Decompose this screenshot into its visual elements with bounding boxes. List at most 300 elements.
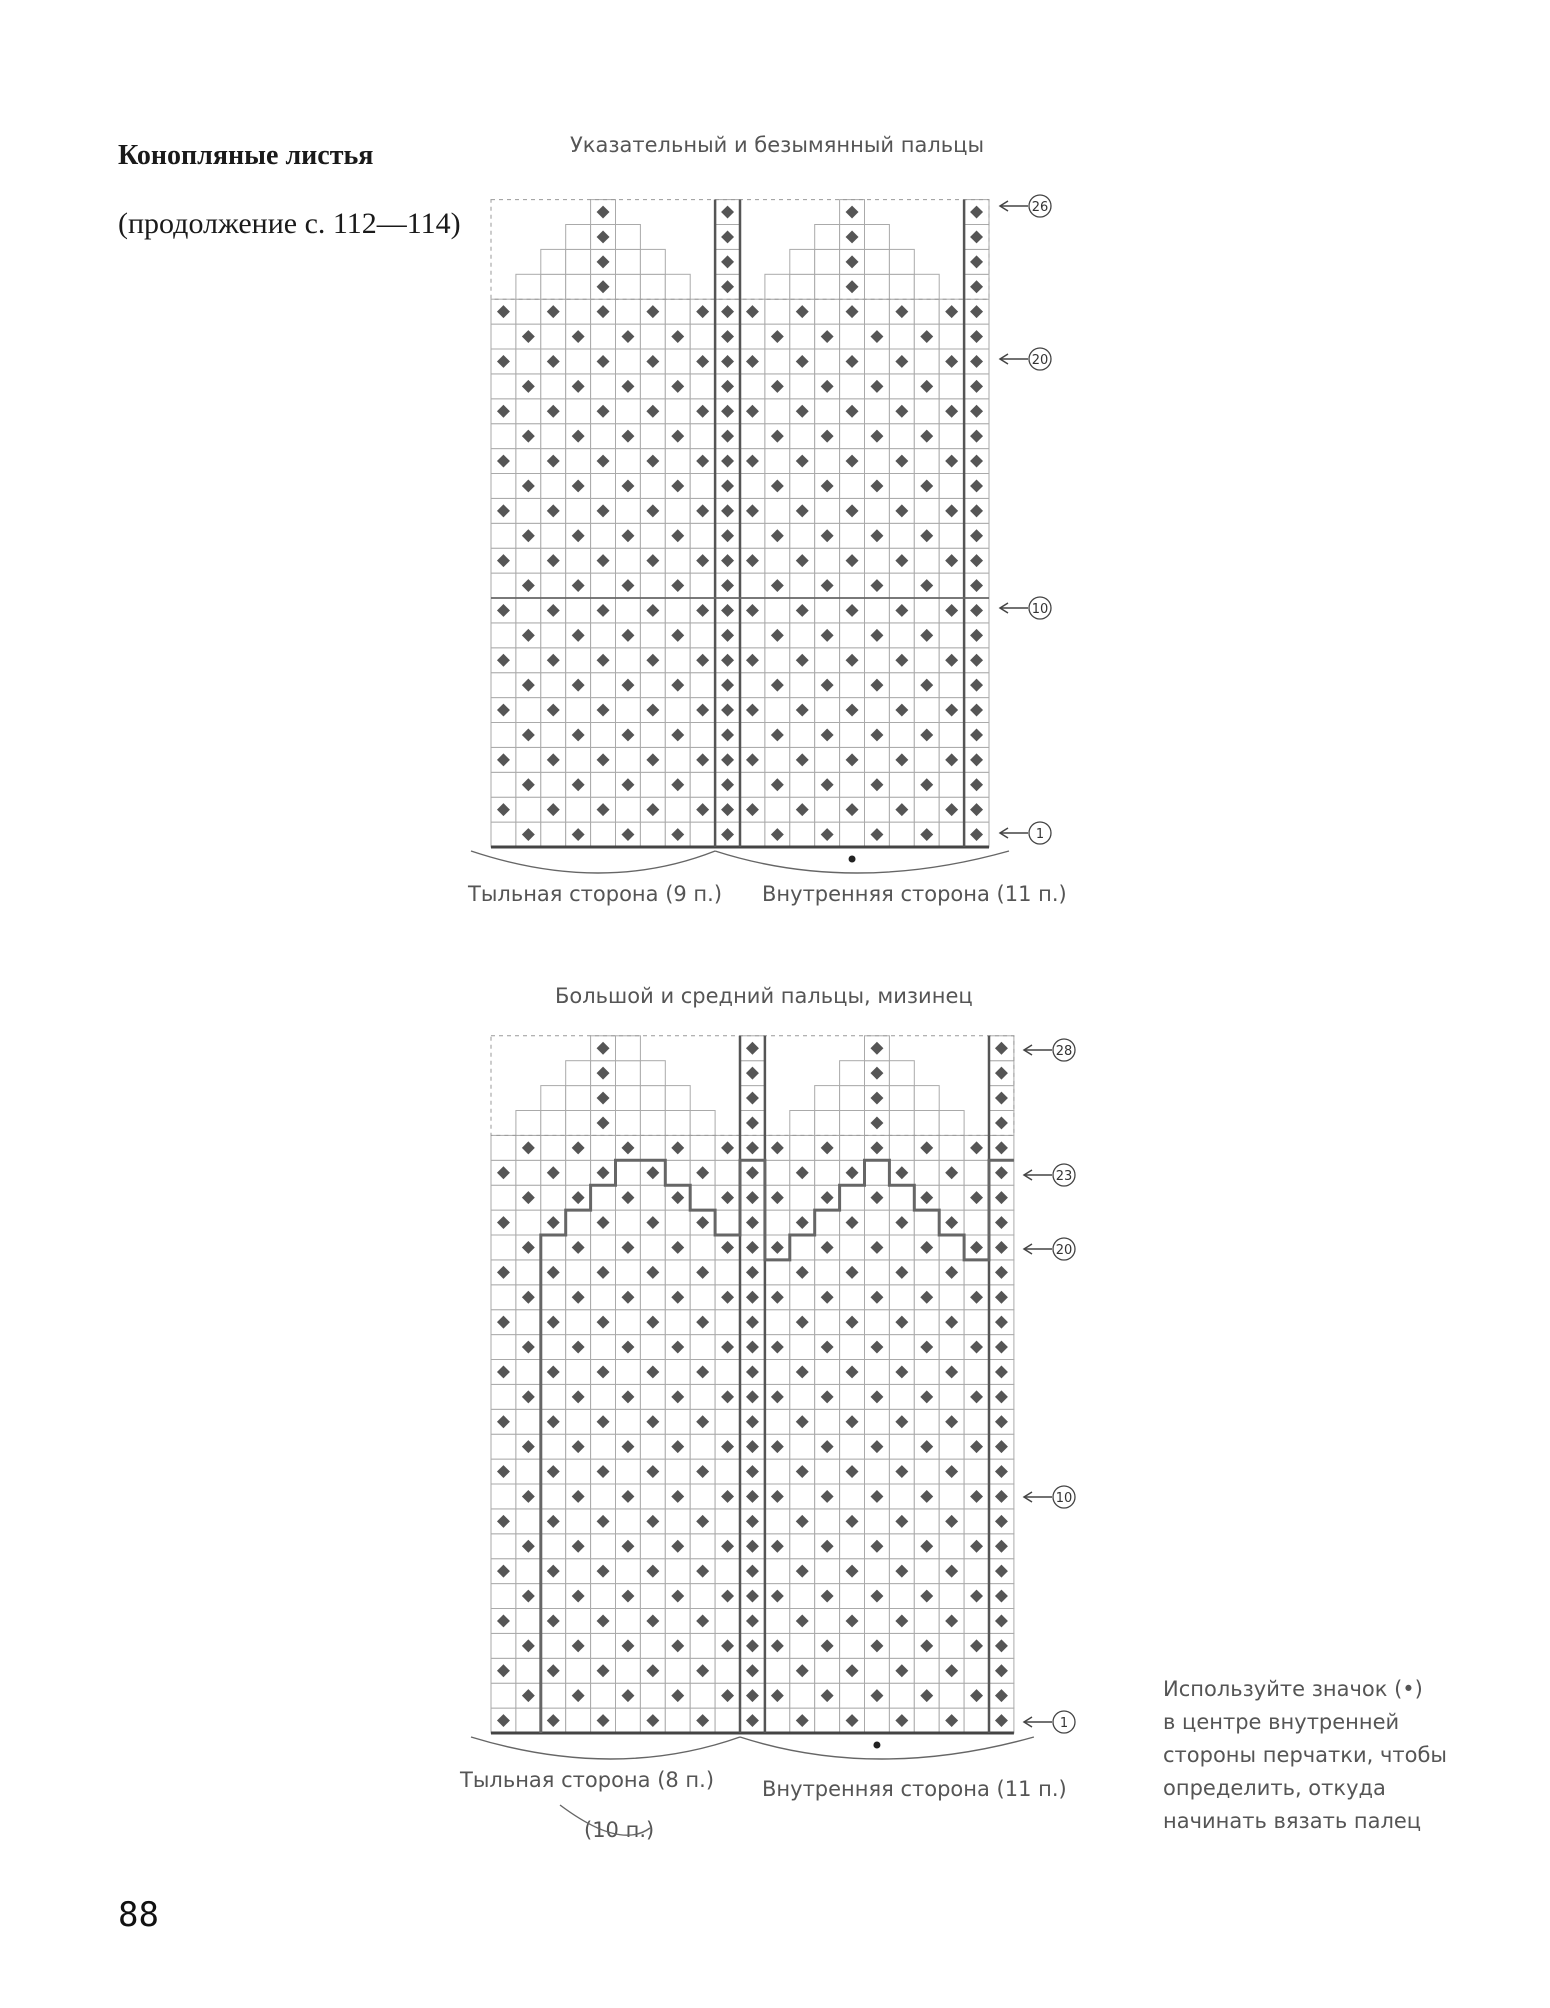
chart-cell: [815, 548, 840, 573]
chart-cell: [690, 673, 715, 698]
chart-cell: [690, 1633, 715, 1658]
chart-cell: [939, 723, 964, 748]
chart-cell: [690, 1683, 715, 1708]
chart-cell: [665, 698, 690, 723]
chart-cell: [491, 324, 516, 349]
chart-cell: [939, 1683, 964, 1708]
chart-cell: [591, 673, 616, 698]
row-number: 20: [1031, 353, 1049, 368]
chart-cell: [616, 1160, 641, 1185]
chart-cell: [840, 1534, 865, 1559]
chart-cell: [865, 1260, 890, 1285]
chart-cell: [665, 797, 690, 822]
chart-cell: [865, 1210, 890, 1235]
chart-cell: [964, 1708, 989, 1733]
chart-cell: [865, 449, 890, 474]
chart-cell: [865, 1310, 890, 1335]
chart-cell: [516, 1609, 541, 1634]
chart-cell: [566, 399, 591, 424]
chart-cell: [765, 1658, 790, 1683]
chart-cell: [616, 1260, 641, 1285]
chart-cell: [765, 648, 790, 673]
chart-cell: [566, 797, 591, 822]
chart-cell: [541, 1111, 566, 1136]
back-side-bracket: [471, 851, 715, 873]
chart-cell: [690, 1235, 715, 1260]
chart-cell: [939, 1235, 964, 1260]
chart-cell: [541, 1484, 566, 1509]
chart-cell: [790, 474, 815, 499]
chart-cell: [790, 1534, 815, 1559]
chart-cell: [541, 1285, 566, 1310]
chart-cell: [740, 623, 765, 648]
chart-cell: [815, 349, 840, 374]
chart-cell: [541, 474, 566, 499]
chart-cell: [591, 1534, 616, 1559]
chart-cell: [690, 324, 715, 349]
chart-cell: [690, 573, 715, 598]
chart-cell: [541, 772, 566, 797]
chart-cell: [591, 772, 616, 797]
chart-cell: [665, 399, 690, 424]
chart-cell: [541, 573, 566, 598]
chart-cell: [541, 424, 566, 449]
chart-cell: [964, 1409, 989, 1434]
chart-cell: [889, 673, 914, 698]
chart-cell: [765, 399, 790, 424]
chart-cell: [516, 1160, 541, 1185]
chart-cell: [914, 1658, 939, 1683]
chart-cell: [640, 324, 665, 349]
chart-cell: [939, 673, 964, 698]
chart-cell: [914, 1160, 939, 1185]
chart-cell: [939, 523, 964, 548]
chart-cell: [914, 698, 939, 723]
chart-cell: [964, 1559, 989, 1584]
chart-cell: [566, 274, 591, 299]
chart-cell: [865, 598, 890, 623]
chart-cell: [914, 1559, 939, 1584]
chart-cell: [665, 1459, 690, 1484]
chart-cell: [665, 1260, 690, 1285]
chart-cell: [665, 274, 690, 299]
chart-cell: [665, 1210, 690, 1235]
chart-cell: [665, 349, 690, 374]
chart-cell: [964, 1609, 989, 1634]
palm-side-bracket: [740, 1737, 1034, 1759]
chart-cell: [740, 374, 765, 399]
palm-side-label: Внутренняя сторона (11 п.): [762, 1777, 1067, 1801]
chart-cell: [765, 1160, 790, 1185]
note-line: в центре внутренней: [1163, 1710, 1400, 1734]
chart-cell: [616, 1658, 641, 1683]
chart-cell: [665, 1609, 690, 1634]
chart-cell: [491, 1534, 516, 1559]
chart-cell: [840, 474, 865, 499]
chart-cell: [640, 1584, 665, 1609]
chart-cell: [790, 1335, 815, 1360]
chart-cell: [790, 1434, 815, 1459]
chart-cell: [616, 299, 641, 324]
chart-cell: [516, 548, 541, 573]
chart-cell: [790, 374, 815, 399]
chart-cell: [939, 573, 964, 598]
chart-cell: [665, 1160, 690, 1185]
chart-cell: [790, 424, 815, 449]
palm-side-label: Внутренняя сторона (11 п.): [762, 882, 1067, 906]
chart-cell: [815, 598, 840, 623]
chart-cell: [541, 822, 566, 847]
chart-cell: [889, 474, 914, 499]
chart-cell: [616, 548, 641, 573]
chart-cell: [889, 723, 914, 748]
chart-cell: [616, 1036, 641, 1061]
chart-cell: [840, 673, 865, 698]
chart-cell: [815, 299, 840, 324]
chart-cell: [889, 623, 914, 648]
chart-cell: [865, 498, 890, 523]
chart-cell: [665, 449, 690, 474]
chart-cell: [640, 1484, 665, 1509]
chart-cell: [765, 299, 790, 324]
chart-cell: [865, 648, 890, 673]
chart-cell: [939, 1584, 964, 1609]
chart-cell: [840, 1484, 865, 1509]
chart-cell: [964, 1459, 989, 1484]
chart-2-grid: [459, 1036, 1075, 1842]
chart-cell: [865, 1160, 890, 1185]
chart-cell: [715, 1459, 740, 1484]
chart-cell: [889, 1061, 914, 1086]
chart-cell: [640, 249, 665, 274]
chart-cell: [790, 1235, 815, 1260]
chart-cell: [616, 1310, 641, 1335]
row-number: 26: [1031, 200, 1049, 215]
chart-cell: [939, 1185, 964, 1210]
chart-cell: [815, 1459, 840, 1484]
chart-cell: [541, 1384, 566, 1409]
chart-cell: [591, 1185, 616, 1210]
chart-2-title: Большой и средний пальцы, мизинец: [555, 984, 973, 1008]
chart-cell: [665, 1658, 690, 1683]
row-number: 1: [1035, 827, 1045, 842]
chart-cell: [765, 1260, 790, 1285]
chart-cell: [840, 1135, 865, 1160]
chart-cell: [541, 623, 566, 648]
chart-cell: [566, 1086, 591, 1111]
chart-cell: [765, 1210, 790, 1235]
chart-cell: [640, 1683, 665, 1708]
chart-cell: [914, 1708, 939, 1733]
chart-cell: [914, 349, 939, 374]
chart-cell: [566, 449, 591, 474]
chart-cell: [790, 1633, 815, 1658]
chart-cell: [541, 1434, 566, 1459]
chart-cell: [640, 1111, 665, 1136]
chart-cell: [690, 623, 715, 648]
chart-cell: [516, 1658, 541, 1683]
chart-cell: [914, 1360, 939, 1385]
chart-cell: [765, 1559, 790, 1584]
chart-cell: [491, 1384, 516, 1409]
chart-cell: [914, 747, 939, 772]
chart-cell: [616, 349, 641, 374]
chart-cell: [964, 1310, 989, 1335]
chart-cell: [840, 1683, 865, 1708]
chart-cell: [616, 698, 641, 723]
chart-cell: [591, 723, 616, 748]
chart-cell: [815, 498, 840, 523]
chart-cell: [889, 772, 914, 797]
chart-cell: [640, 623, 665, 648]
chart-cell: [964, 1160, 989, 1185]
chart-cell: [715, 1360, 740, 1385]
chart-cell: [914, 1409, 939, 1434]
page-number: 88: [118, 1895, 159, 1935]
chart-cell: [865, 1459, 890, 1484]
back-side-alt-label: (10 п.): [584, 1818, 655, 1842]
chart-1-grid: [467, 195, 1067, 906]
chart-cell: [541, 1335, 566, 1360]
chart-cell: [541, 1683, 566, 1708]
chart-cell: [939, 424, 964, 449]
chart-cell: [566, 1260, 591, 1285]
chart-cell: [815, 1509, 840, 1534]
chart-cell: [665, 1708, 690, 1733]
chart-cell: [765, 797, 790, 822]
chart-cell: [840, 1185, 865, 1210]
chart-cell: [865, 1609, 890, 1634]
chart-cell: [541, 1135, 566, 1160]
chart-cell: [640, 1061, 665, 1086]
chart-cell: [491, 1584, 516, 1609]
chart-cell: [840, 772, 865, 797]
note-line: определить, откуда: [1163, 1776, 1386, 1800]
chart-cell: [591, 1633, 616, 1658]
chart-cell: [765, 1708, 790, 1733]
chart-cell: [640, 573, 665, 598]
chart-cell: [840, 623, 865, 648]
chart-cell: [740, 573, 765, 598]
chart-cell: [790, 523, 815, 548]
chart-cell: [566, 1708, 591, 1733]
chart-cell: [914, 1111, 939, 1136]
chart-cell: [616, 1559, 641, 1584]
chart-cell: [591, 1335, 616, 1360]
chart-cell: [516, 1559, 541, 1584]
chart-cell: [840, 1235, 865, 1260]
chart-cell: [640, 1185, 665, 1210]
chart-cell: [491, 673, 516, 698]
chart-cell: [541, 1086, 566, 1111]
chart-cell: [591, 474, 616, 499]
chart-cell: [566, 1459, 591, 1484]
chart-cell: [914, 797, 939, 822]
chart-cell: [516, 1260, 541, 1285]
chart-cell: [690, 822, 715, 847]
chart-cell: [665, 648, 690, 673]
chart-cell: [690, 374, 715, 399]
chart-cell: [516, 797, 541, 822]
chart-cell: [640, 822, 665, 847]
chart-cell: [665, 1086, 690, 1111]
chart-cell: [889, 1584, 914, 1609]
chart-cell: [889, 1235, 914, 1260]
chart-cell: [491, 1135, 516, 1160]
chart-cell: [939, 1335, 964, 1360]
row-number: 28: [1055, 1044, 1073, 1059]
chart-cell: [889, 1534, 914, 1559]
chart-cell: [740, 822, 765, 847]
chart-cell: [516, 648, 541, 673]
chart-cell: [939, 1633, 964, 1658]
chart-cell: [690, 1384, 715, 1409]
chart-cell: [591, 324, 616, 349]
chart-cell: [865, 274, 890, 299]
chart-cell: [914, 1086, 939, 1111]
chart-cell: [491, 723, 516, 748]
chart-cell: [690, 474, 715, 499]
chart-cell: [591, 1235, 616, 1260]
chart-1-title: Указательный и безымянный пальцы: [570, 133, 985, 157]
chart-cell: [566, 249, 591, 274]
row-number: 10: [1031, 602, 1049, 617]
chart-cell: [889, 1484, 914, 1509]
chart-cell: [865, 698, 890, 723]
chart-cell: [840, 822, 865, 847]
chart-cell: [765, 1310, 790, 1335]
chart-cell: [640, 474, 665, 499]
chart-cell: [715, 1310, 740, 1335]
chart-cell: [591, 1285, 616, 1310]
chart-cell: [640, 673, 665, 698]
chart-cell: [591, 573, 616, 598]
chart-cell: [616, 1086, 641, 1111]
chart-cell: [865, 797, 890, 822]
chart-cell: [815, 1360, 840, 1385]
chart-cell: [939, 324, 964, 349]
chart-cell: [516, 498, 541, 523]
chart-cell: [765, 1360, 790, 1385]
chart-cell: [790, 1185, 815, 1210]
chart-cell: [690, 772, 715, 797]
chart-cell: [914, 498, 939, 523]
chart-cell: [840, 523, 865, 548]
chart-cell: [889, 1683, 914, 1708]
chart-cell: [516, 349, 541, 374]
chart-cell: [790, 1384, 815, 1409]
chart-cell: [566, 1509, 591, 1534]
chart-cell: [516, 399, 541, 424]
chart-cell: [865, 1708, 890, 1733]
chart-cell: [865, 1559, 890, 1584]
chart-cell: [790, 723, 815, 748]
chart-cell: [939, 1135, 964, 1160]
chart-cell: [715, 1160, 740, 1185]
back-side-label: Тыльная сторона (8 п.): [460, 1768, 715, 1792]
chart-cell: [665, 1111, 690, 1136]
chart-cell: [715, 1658, 740, 1683]
chart-cell: [790, 1683, 815, 1708]
chart-cell: [640, 1335, 665, 1360]
chart-cell: [889, 249, 914, 274]
chart-cell: [790, 1111, 815, 1136]
chart-cell: [516, 1509, 541, 1534]
chart-cell: [640, 1285, 665, 1310]
chart-cell: [964, 1260, 989, 1285]
chart-cell: [914, 399, 939, 424]
chart-cell: [889, 1384, 914, 1409]
chart-cell: [566, 498, 591, 523]
chart-cell: [491, 822, 516, 847]
chart-cell: [939, 1484, 964, 1509]
chart-cell: [889, 324, 914, 349]
chart-cell: [889, 374, 914, 399]
chart-cell: [616, 249, 641, 274]
chart-cell: [964, 1509, 989, 1534]
chart-cell: [616, 399, 641, 424]
chart-cell: [566, 698, 591, 723]
chart-cell: [566, 225, 591, 250]
chart-cell: [616, 797, 641, 822]
chart-cell: [640, 424, 665, 449]
chart-cell: [765, 349, 790, 374]
chart-cell: [914, 1310, 939, 1335]
chart-cell: [790, 1584, 815, 1609]
chart-cell: [815, 1111, 840, 1136]
chart-cell: [491, 772, 516, 797]
chart-cell: [516, 449, 541, 474]
chart-cell: [790, 1484, 815, 1509]
chart-cell: [566, 1061, 591, 1086]
chart-cell: [964, 1658, 989, 1683]
chart-cell: [640, 274, 665, 299]
chart-cell: [616, 648, 641, 673]
chart-cell: [690, 1584, 715, 1609]
row-number: 1: [1059, 1716, 1069, 1731]
chart-cell: [740, 474, 765, 499]
chart-cell: [914, 598, 939, 623]
chart-cell: [616, 1061, 641, 1086]
note-line: Используйте значок (•): [1163, 1677, 1423, 1701]
chart-cell: [541, 324, 566, 349]
chart-cell: [740, 324, 765, 349]
chart-cell: [591, 822, 616, 847]
chart-cell: [616, 225, 641, 250]
row-number: 23: [1055, 1169, 1073, 1184]
chart-cell: [640, 1235, 665, 1260]
chart-cell: [740, 723, 765, 748]
chart-cell: [740, 772, 765, 797]
chart-cell: [690, 523, 715, 548]
chart-cell: [665, 1310, 690, 1335]
chart-cell: [865, 548, 890, 573]
chart-cell: [491, 1434, 516, 1459]
chart-cell: [640, 1633, 665, 1658]
chart-cell: [566, 1658, 591, 1683]
chart-cell: [616, 498, 641, 523]
chart-cell: [939, 822, 964, 847]
chart-cell: [616, 1210, 641, 1235]
chart-cell: [491, 424, 516, 449]
chart-cell: [815, 399, 840, 424]
chart-cell: [591, 1584, 616, 1609]
chart-cell: [616, 1409, 641, 1434]
chart-cell: [865, 1360, 890, 1385]
chart-cell: [665, 548, 690, 573]
chart-cell: [815, 797, 840, 822]
chart-cell: [840, 1285, 865, 1310]
